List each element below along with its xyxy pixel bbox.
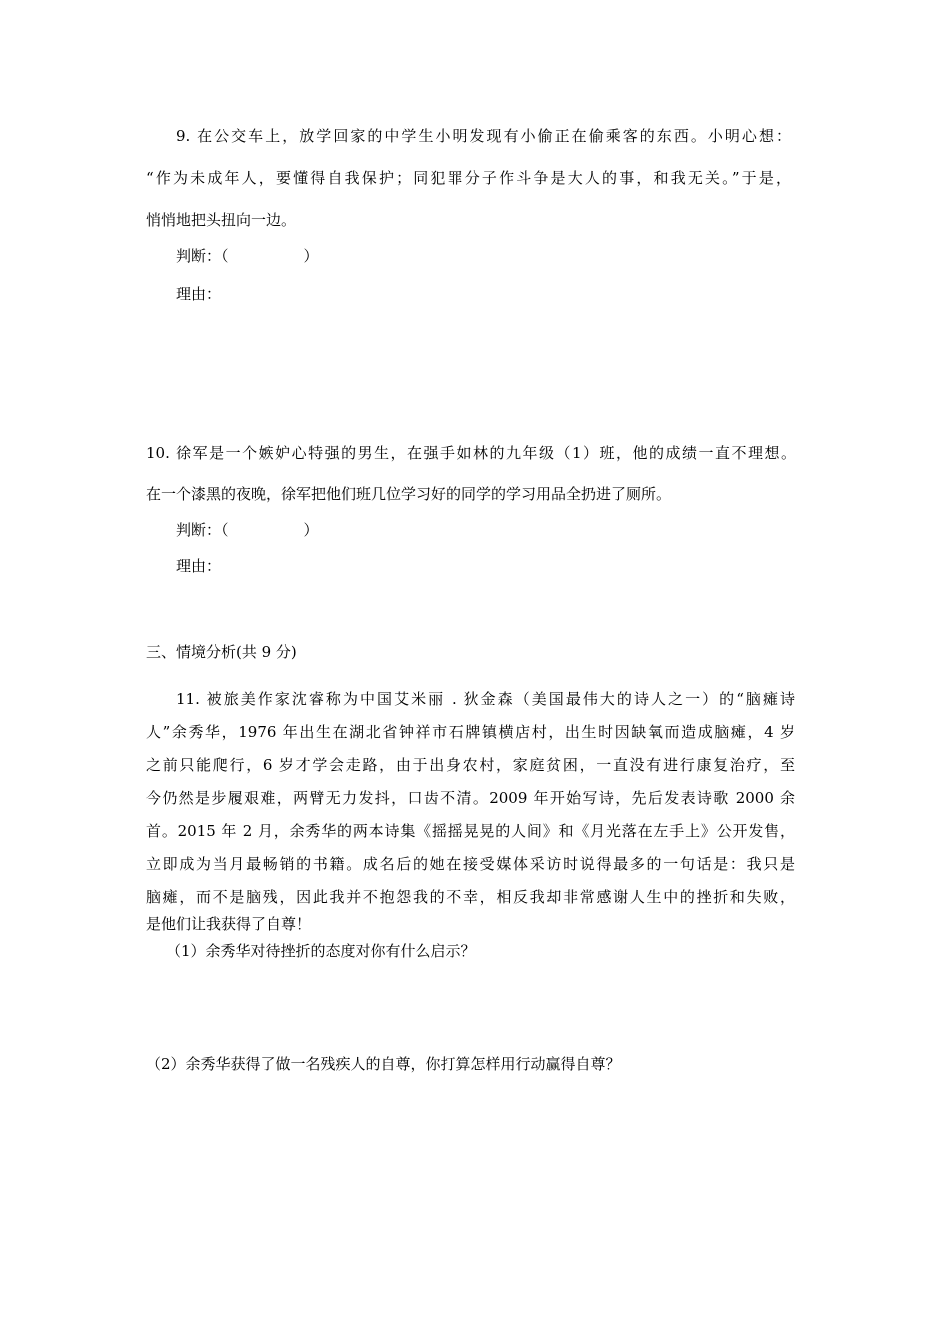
q11-line-5: 首。2015 年 2 月，余秀华的两本诗集《摇摇晃晃的人间》和《月光落在左手上》公开发售， — [146, 822, 795, 840]
q9-line-3: 悄悄地把头扭向一边。 — [146, 211, 297, 229]
q11-line-8: 是他们让我获得了自尊！ — [146, 915, 312, 933]
q9-judgment: 判断：（ ） — [176, 247, 319, 265]
q11-sub-question-2: （2）余秀华获得了做一名残疾人的自尊，你打算怎样用行动赢得自尊？ — [146, 1055, 621, 1073]
q11-line-7: 脑瘫，而不是脑残，因此我并不抱怨我的不幸，相反我却非常感谢人生中的挫折和失败， — [146, 888, 795, 906]
q9-line-1: 9. 在公交车上，放学回家的中学生小明发现有小偷正在偷乘客的东西。小明心想： — [176, 127, 791, 145]
q11-line-2: 人”余秀华，1976 年出生在湖北省钟祥市石牌镇横店村，出生时因缺氧而造成脑瘫，4 岁 — [146, 723, 795, 741]
q11-line-3: 之前只能爬行，6 岁才学会走路，由于出身农村，家庭贫困，一直没有进行康复治疗，至 — [146, 756, 795, 774]
q10-reason: 理由： — [176, 557, 222, 575]
section-heading: 三、情境分析(共 9 分) — [146, 643, 297, 661]
q10-judgment: 判断：（ ） — [176, 521, 319, 539]
q11-line-6: 立即成为当月最畅销的书籍。成名后的她在接受媒体采访时说得最多的一句话是：我只是 — [146, 855, 795, 873]
q9-reason: 理由： — [176, 285, 222, 303]
q11-line-1: 11. 被旅美作家沈睿称为中国艾米丽 . 狄金森（美国最伟大的诗人之一）的“脑瘫诗 — [176, 690, 795, 708]
q11-line-4: 今仍然是步履艰难，两臂无力发抖，口齿不清。2009 年开始写诗，先后发表诗歌 2000 余 — [146, 789, 795, 807]
q9-line-2: “作为未成年人，要懂得自我保护；同犯罪分子作斗争是大人的事，和我无关。”于是， — [146, 169, 791, 187]
q10-line-1: 10. 徐军是一个嫉妒心特强的男生，在强手如林的九年级（1）班，他的成绩一直不理想。 — [146, 444, 796, 462]
q10-line-2: 在一个漆黑的夜晚，徐军把他们班几位学习好的同学的学习用品全扔进了厕所。 — [146, 485, 672, 503]
q11-sub-question-1: （1）余秀华对待挫折的态度对你有什么启示？ — [166, 942, 476, 960]
